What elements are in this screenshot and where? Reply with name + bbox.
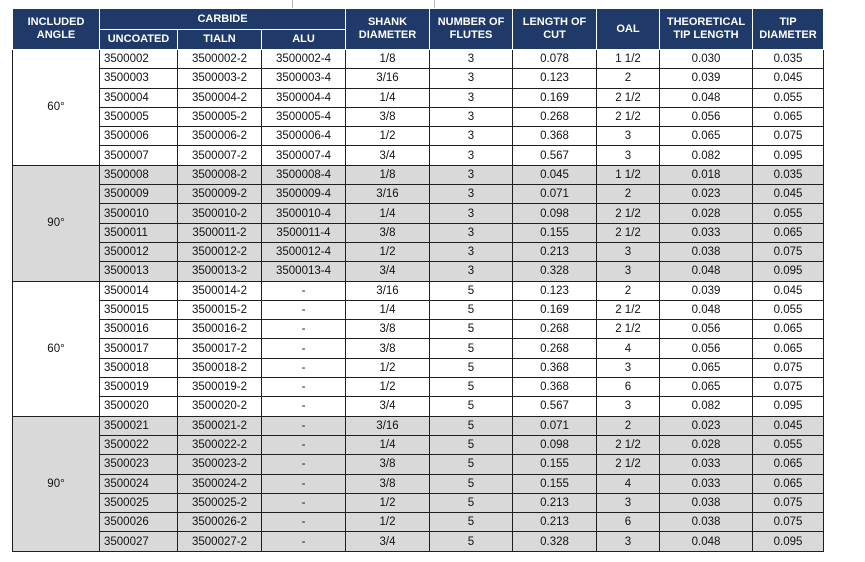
- oal-cell: 2 1/2: [597, 223, 660, 242]
- length-of-cut-cell: 0.268: [513, 339, 597, 358]
- tip-diameter-cell: 0.095: [753, 262, 824, 281]
- length-of-cut-cell: 0.155: [513, 455, 597, 474]
- tialn-cell: 3500019-2: [178, 378, 262, 397]
- length-of-cut-cell: 0.098: [513, 204, 597, 223]
- tip-length-cell: 0.039: [660, 281, 753, 300]
- shank-diameter-cell: 3/8: [346, 339, 430, 358]
- tip-length-cell: 0.030: [660, 50, 753, 69]
- uncoated-cell: 3500015: [100, 300, 178, 319]
- alu-cell: 3500013-4: [262, 262, 346, 281]
- length-of-cut-cell: 0.213: [513, 242, 597, 261]
- oal-cell: 2 1/2: [597, 88, 660, 107]
- header-line: TIP LENGTH: [673, 29, 739, 41]
- flutes-cell: 3: [430, 146, 513, 165]
- length-of-cut-cell: 0.567: [513, 146, 597, 165]
- table-row: [13, 127, 824, 146]
- tialn-cell: 3500024-2: [178, 474, 262, 493]
- shank-diameter-cell: 3/8: [346, 320, 430, 339]
- tip-diameter-cell: 0.045: [753, 185, 824, 204]
- tialn-cell: 3500027-2: [178, 532, 262, 551]
- tialn-cell: 3500023-2: [178, 455, 262, 474]
- alu-cell: -: [262, 513, 346, 532]
- shank-diameter-cell: 3/8: [346, 223, 430, 242]
- table-row: [13, 281, 824, 300]
- alu-cell: 3500012-4: [262, 242, 346, 261]
- alu-cell: -: [262, 474, 346, 493]
- flutes-cell: 5: [430, 320, 513, 339]
- flutes-cell: 5: [430, 455, 513, 474]
- table-row: [13, 223, 824, 242]
- alu-cell: 3500002-4: [262, 50, 346, 69]
- oal-cell: 2: [597, 416, 660, 435]
- tialn-cell: 3500012-2: [178, 242, 262, 261]
- tialn-cell: 3500021-2: [178, 416, 262, 435]
- flutes-cell: 5: [430, 416, 513, 435]
- oal-cell: 2 1/2: [597, 435, 660, 454]
- flutes-cell: 5: [430, 358, 513, 377]
- table-row: [13, 474, 824, 493]
- length-of-cut-cell: 0.155: [513, 223, 597, 242]
- tip-length-cell: 0.033: [660, 223, 753, 242]
- flutes-cell: 5: [430, 493, 513, 512]
- shank-diameter-cell: 3/4: [346, 146, 430, 165]
- tialn-cell: 3500009-2: [178, 185, 262, 204]
- flutes-cell: 3: [430, 127, 513, 146]
- tip-length-cell: 0.065: [660, 358, 753, 377]
- table-row: [13, 107, 824, 126]
- flutes-cell: 3: [430, 107, 513, 126]
- tip-length-cell: 0.023: [660, 185, 753, 204]
- shank-diameter-cell: 3/16: [346, 185, 430, 204]
- alu-cell: -: [262, 435, 346, 454]
- shank-diameter-cell: 3/8: [346, 455, 430, 474]
- table-row: [13, 242, 824, 261]
- length-of-cut-cell: 0.169: [513, 88, 597, 107]
- tip-diameter-cell: 0.055: [753, 435, 824, 454]
- included-angle-cell: 60°: [13, 281, 100, 416]
- alu-cell: 3500009-4: [262, 185, 346, 204]
- oal-cell: 6: [597, 378, 660, 397]
- table-row: [13, 69, 824, 88]
- tip-diameter-cell: 0.065: [753, 107, 824, 126]
- uncoated-cell: 3500010: [100, 204, 178, 223]
- header-oal: OAL: [597, 9, 660, 50]
- alu-cell: -: [262, 455, 346, 474]
- alu-cell: 3500004-4: [262, 88, 346, 107]
- length-of-cut-cell: 0.328: [513, 532, 597, 551]
- length-of-cut-cell: 0.368: [513, 378, 597, 397]
- header-line: CUT: [543, 29, 566, 41]
- table-row: [13, 50, 824, 69]
- flutes-cell: 5: [430, 397, 513, 416]
- header-line: FLUTES: [449, 29, 493, 41]
- uncoated-cell: 3500020: [100, 397, 178, 416]
- alu-cell: -: [262, 532, 346, 551]
- uncoated-cell: 3500011: [100, 223, 178, 242]
- flutes-cell: 5: [430, 532, 513, 551]
- table-row: [13, 493, 824, 512]
- uncoated-cell: 3500004: [100, 88, 178, 107]
- shank-diameter-cell: 3/4: [346, 262, 430, 281]
- uncoated-cell: 3500013: [100, 262, 178, 281]
- table-row: [13, 455, 824, 474]
- table-row: [13, 532, 824, 551]
- length-of-cut-cell: 0.567: [513, 397, 597, 416]
- oal-cell: 3: [597, 242, 660, 261]
- length-of-cut-cell: 0.098: [513, 435, 597, 454]
- tip-diameter-cell: 0.065: [753, 474, 824, 493]
- length-of-cut-cell: 0.078: [513, 50, 597, 69]
- table-row: [13, 146, 824, 165]
- oal-cell: 1 1/2: [597, 165, 660, 184]
- alu-cell: -: [262, 300, 346, 319]
- header-tip-diameter: [753, 9, 824, 50]
- uncoated-cell: 3500003: [100, 69, 178, 88]
- shank-diameter-cell: 1/8: [346, 165, 430, 184]
- oal-cell: 2: [597, 69, 660, 88]
- shank-diameter-cell: 3/8: [346, 474, 430, 493]
- uncoated-cell: 3500016: [100, 320, 178, 339]
- uncoated-cell: 3500023: [100, 455, 178, 474]
- tip-length-cell: 0.028: [660, 204, 753, 223]
- tip-diameter-cell: 0.065: [753, 320, 824, 339]
- header-line: DIAMETER: [358, 29, 417, 41]
- alu-cell: -: [262, 339, 346, 358]
- header-line: LENGTH OF: [522, 16, 587, 28]
- shank-diameter-cell: 3/8: [346, 107, 430, 126]
- tip-length-cell: 0.056: [660, 320, 753, 339]
- table-row: [13, 513, 824, 532]
- flutes-cell: 5: [430, 378, 513, 397]
- shank-diameter-cell: 1/2: [346, 493, 430, 512]
- length-of-cut-cell: 0.155: [513, 474, 597, 493]
- oal-cell: 2 1/2: [597, 204, 660, 223]
- shank-diameter-cell: 1/4: [346, 435, 430, 454]
- oal-cell: 3: [597, 146, 660, 165]
- tip-length-cell: 0.038: [660, 493, 753, 512]
- oal-cell: 2 1/2: [597, 320, 660, 339]
- shank-diameter-cell: 1/4: [346, 300, 430, 319]
- length-of-cut-cell: 0.045: [513, 165, 597, 184]
- alu-cell: 3500011-4: [262, 223, 346, 242]
- shank-diameter-cell: 3/16: [346, 281, 430, 300]
- flutes-cell: 5: [430, 281, 513, 300]
- table-row: [13, 435, 824, 454]
- tialn-cell: 3500005-2: [178, 107, 262, 126]
- tip-diameter-cell: 0.075: [753, 242, 824, 261]
- header-line: INCLUDED: [27, 16, 85, 28]
- uncoated-cell: 3500009: [100, 185, 178, 204]
- tip-length-cell: 0.023: [660, 416, 753, 435]
- tip-diameter-cell: 0.065: [753, 223, 824, 242]
- oal-cell: 2 1/2: [597, 107, 660, 126]
- header-number-of-flutes: [430, 9, 513, 50]
- length-of-cut-cell: 0.071: [513, 185, 597, 204]
- tip-length-cell: 0.038: [660, 242, 753, 261]
- uncoated-cell: 3500025: [100, 493, 178, 512]
- uncoated-cell: 3500005: [100, 107, 178, 126]
- oal-cell: 4: [597, 339, 660, 358]
- tip-length-cell: 0.038: [660, 513, 753, 532]
- oal-cell: 1 1/2: [597, 50, 660, 69]
- tip-length-cell: 0.056: [660, 107, 753, 126]
- alu-cell: -: [262, 320, 346, 339]
- uncoated-cell: 3500014: [100, 281, 178, 300]
- alu-cell: 3500005-4: [262, 107, 346, 126]
- oal-cell: 3: [597, 397, 660, 416]
- length-of-cut-cell: 0.213: [513, 493, 597, 512]
- oal-cell: 3: [597, 532, 660, 551]
- alu-cell: 3500010-4: [262, 204, 346, 223]
- table-row: [13, 358, 824, 377]
- shank-diameter-cell: 1/8: [346, 50, 430, 69]
- tip-length-cell: 0.048: [660, 300, 753, 319]
- length-of-cut-cell: 0.368: [513, 358, 597, 377]
- tip-length-cell: 0.018: [660, 165, 753, 184]
- tialn-cell: 3500025-2: [178, 493, 262, 512]
- tip-diameter-cell: 0.045: [753, 281, 824, 300]
- uncoated-cell: 3500024: [100, 474, 178, 493]
- shank-diameter-cell: 1/2: [346, 513, 430, 532]
- uncoated-cell: 3500021: [100, 416, 178, 435]
- header-line: TIP: [779, 16, 797, 28]
- tialn-cell: 3500003-2: [178, 69, 262, 88]
- length-of-cut-cell: 0.071: [513, 416, 597, 435]
- uncoated-cell: 3500027: [100, 532, 178, 551]
- header-line: DIAMETER: [759, 29, 817, 41]
- tialn-cell: 3500010-2: [178, 204, 262, 223]
- header-line: NUMBER OF: [437, 16, 505, 28]
- alu-cell: 3500007-4: [262, 146, 346, 165]
- flutes-cell: 3: [430, 185, 513, 204]
- tip-diameter-cell: 0.065: [753, 339, 824, 358]
- table-row: [13, 397, 824, 416]
- tip-diameter-cell: 0.075: [753, 127, 824, 146]
- table-row: [13, 204, 824, 223]
- flutes-cell: 3: [430, 262, 513, 281]
- tialn-cell: 3500004-2: [178, 88, 262, 107]
- alu-cell: -: [262, 416, 346, 435]
- length-of-cut-cell: 0.368: [513, 127, 597, 146]
- tialn-cell: 3500020-2: [178, 397, 262, 416]
- shank-diameter-cell: 1/4: [346, 88, 430, 107]
- tip-length-cell: 0.048: [660, 262, 753, 281]
- table-row: [13, 416, 824, 435]
- length-of-cut-cell: 0.268: [513, 107, 597, 126]
- tialn-cell: 3500016-2: [178, 320, 262, 339]
- length-of-cut-cell: 0.213: [513, 513, 597, 532]
- length-of-cut-cell: 0.328: [513, 262, 597, 281]
- tip-length-cell: 0.065: [660, 127, 753, 146]
- flutes-cell: 3: [430, 242, 513, 261]
- shank-diameter-cell: 1/2: [346, 127, 430, 146]
- tip-length-cell: 0.065: [660, 378, 753, 397]
- flutes-cell: 3: [430, 50, 513, 69]
- tialn-cell: 3500013-2: [178, 262, 262, 281]
- alu-cell: 3500006-4: [262, 127, 346, 146]
- length-of-cut-cell: 0.268: [513, 320, 597, 339]
- tialn-cell: 3500022-2: [178, 435, 262, 454]
- oal-cell: 2: [597, 281, 660, 300]
- shank-diameter-cell: 1/4: [346, 204, 430, 223]
- tip-length-cell: 0.033: [660, 474, 753, 493]
- oal-cell: 2 1/2: [597, 300, 660, 319]
- tialn-cell: 3500026-2: [178, 513, 262, 532]
- header-shank-diameter: [346, 9, 430, 50]
- length-of-cut-cell: 0.123: [513, 281, 597, 300]
- table-row: [13, 300, 824, 319]
- tialn-cell: 3500002-2: [178, 50, 262, 69]
- tip-diameter-cell: 0.075: [753, 513, 824, 532]
- flutes-cell: 3: [430, 223, 513, 242]
- tip-diameter-cell: 0.055: [753, 204, 824, 223]
- tip-diameter-cell: 0.075: [753, 493, 824, 512]
- uncoated-cell: 3500026: [100, 513, 178, 532]
- tialn-cell: 3500014-2: [178, 281, 262, 300]
- uncoated-cell: 3500007: [100, 146, 178, 165]
- tip-length-cell: 0.082: [660, 146, 753, 165]
- oal-cell: 6: [597, 513, 660, 532]
- uncoated-cell: 3500018: [100, 358, 178, 377]
- tip-diameter-cell: 0.045: [753, 69, 824, 88]
- tialn-cell: 3500006-2: [178, 127, 262, 146]
- flutes-cell: 3: [430, 204, 513, 223]
- oal-cell: 3: [597, 358, 660, 377]
- flutes-cell: 3: [430, 69, 513, 88]
- tip-length-cell: 0.082: [660, 397, 753, 416]
- shank-diameter-cell: 3/16: [346, 69, 430, 88]
- tip-diameter-cell: 0.055: [753, 88, 824, 107]
- shank-diameter-cell: 3/4: [346, 397, 430, 416]
- oal-cell: 3: [597, 493, 660, 512]
- included-angle-cell: 90°: [13, 165, 100, 281]
- tip-length-cell: 0.039: [660, 69, 753, 88]
- header-theoretical-tip-length: [660, 9, 753, 50]
- table-row: [13, 165, 824, 184]
- table-row: [13, 262, 824, 281]
- shank-diameter-cell: 1/2: [346, 242, 430, 261]
- tip-length-cell: 0.048: [660, 88, 753, 107]
- header-alu: ALU: [262, 30, 346, 50]
- table-row: [13, 185, 824, 204]
- product-spec-table: [12, 8, 824, 552]
- flutes-cell: 5: [430, 300, 513, 319]
- flutes-cell: 5: [430, 339, 513, 358]
- included-angle-cell: 90°: [13, 416, 100, 551]
- oal-cell: 4: [597, 474, 660, 493]
- uncoated-cell: 3500019: [100, 378, 178, 397]
- shank-diameter-cell: 3/16: [346, 416, 430, 435]
- flutes-cell: 3: [430, 165, 513, 184]
- tip-diameter-cell: 0.095: [753, 532, 824, 551]
- uncoated-cell: 3500012: [100, 242, 178, 261]
- tip-diameter-cell: 0.055: [753, 300, 824, 319]
- tip-diameter-cell: 0.095: [753, 397, 824, 416]
- oal-cell: 2 1/2: [597, 455, 660, 474]
- tip-length-cell: 0.028: [660, 435, 753, 454]
- table-row: [13, 378, 824, 397]
- alu-cell: -: [262, 281, 346, 300]
- table-row: [13, 320, 824, 339]
- tip-diameter-cell: 0.035: [753, 50, 824, 69]
- header-included-angle: [13, 9, 100, 50]
- tialn-cell: 3500018-2: [178, 358, 262, 377]
- header-length-of-cut: [513, 9, 597, 50]
- header-line: SHANK: [367, 16, 408, 28]
- tip-length-cell: 0.033: [660, 455, 753, 474]
- tialn-cell: 3500017-2: [178, 339, 262, 358]
- tip-diameter-cell: 0.065: [753, 455, 824, 474]
- flutes-cell: 5: [430, 474, 513, 493]
- shank-diameter-cell: 3/4: [346, 532, 430, 551]
- tip-diameter-cell: 0.075: [753, 358, 824, 377]
- header-tialn: TIALN: [178, 30, 262, 50]
- alu-cell: -: [262, 378, 346, 397]
- tialn-cell: 3500011-2: [178, 223, 262, 242]
- tip-length-cell: 0.056: [660, 339, 753, 358]
- table-header: [13, 9, 824, 50]
- tip-diameter-cell: 0.095: [753, 146, 824, 165]
- header-carbide: CARBIDE: [100, 9, 346, 30]
- oal-cell: 2: [597, 185, 660, 204]
- tip-length-cell: 0.048: [660, 532, 753, 551]
- uncoated-cell: 3500002: [100, 50, 178, 69]
- table-body: [13, 50, 824, 552]
- flutes-cell: 5: [430, 435, 513, 454]
- alu-cell: 3500008-4: [262, 165, 346, 184]
- oal-cell: 3: [597, 127, 660, 146]
- table-row: [13, 88, 824, 107]
- uncoated-cell: 3500008: [100, 165, 178, 184]
- flutes-cell: 5: [430, 513, 513, 532]
- tialn-cell: 3500015-2: [178, 300, 262, 319]
- tip-diameter-cell: 0.035: [753, 165, 824, 184]
- alu-cell: -: [262, 493, 346, 512]
- header-uncoated: UNCOATED: [100, 30, 178, 50]
- length-of-cut-cell: 0.123: [513, 69, 597, 88]
- tip-diameter-cell: 0.045: [753, 416, 824, 435]
- length-of-cut-cell: 0.169: [513, 300, 597, 319]
- flutes-cell: 3: [430, 88, 513, 107]
- alu-cell: 3500003-4: [262, 69, 346, 88]
- shank-diameter-cell: 1/2: [346, 378, 430, 397]
- shank-diameter-cell: 1/2: [346, 358, 430, 377]
- tip-diameter-cell: 0.075: [753, 378, 824, 397]
- tialn-cell: 3500007-2: [178, 146, 262, 165]
- tialn-cell: 3500008-2: [178, 165, 262, 184]
- included-angle-cell: 60°: [13, 50, 100, 166]
- alu-cell: -: [262, 397, 346, 416]
- oal-cell: 3: [597, 262, 660, 281]
- table-row: [13, 339, 824, 358]
- uncoated-cell: 3500006: [100, 127, 178, 146]
- uncoated-cell: 3500022: [100, 435, 178, 454]
- header-line: THEORETICAL: [666, 16, 746, 28]
- uncoated-cell: 3500017: [100, 339, 178, 358]
- header-line: ANGLE: [36, 29, 76, 41]
- alu-cell: -: [262, 358, 346, 377]
